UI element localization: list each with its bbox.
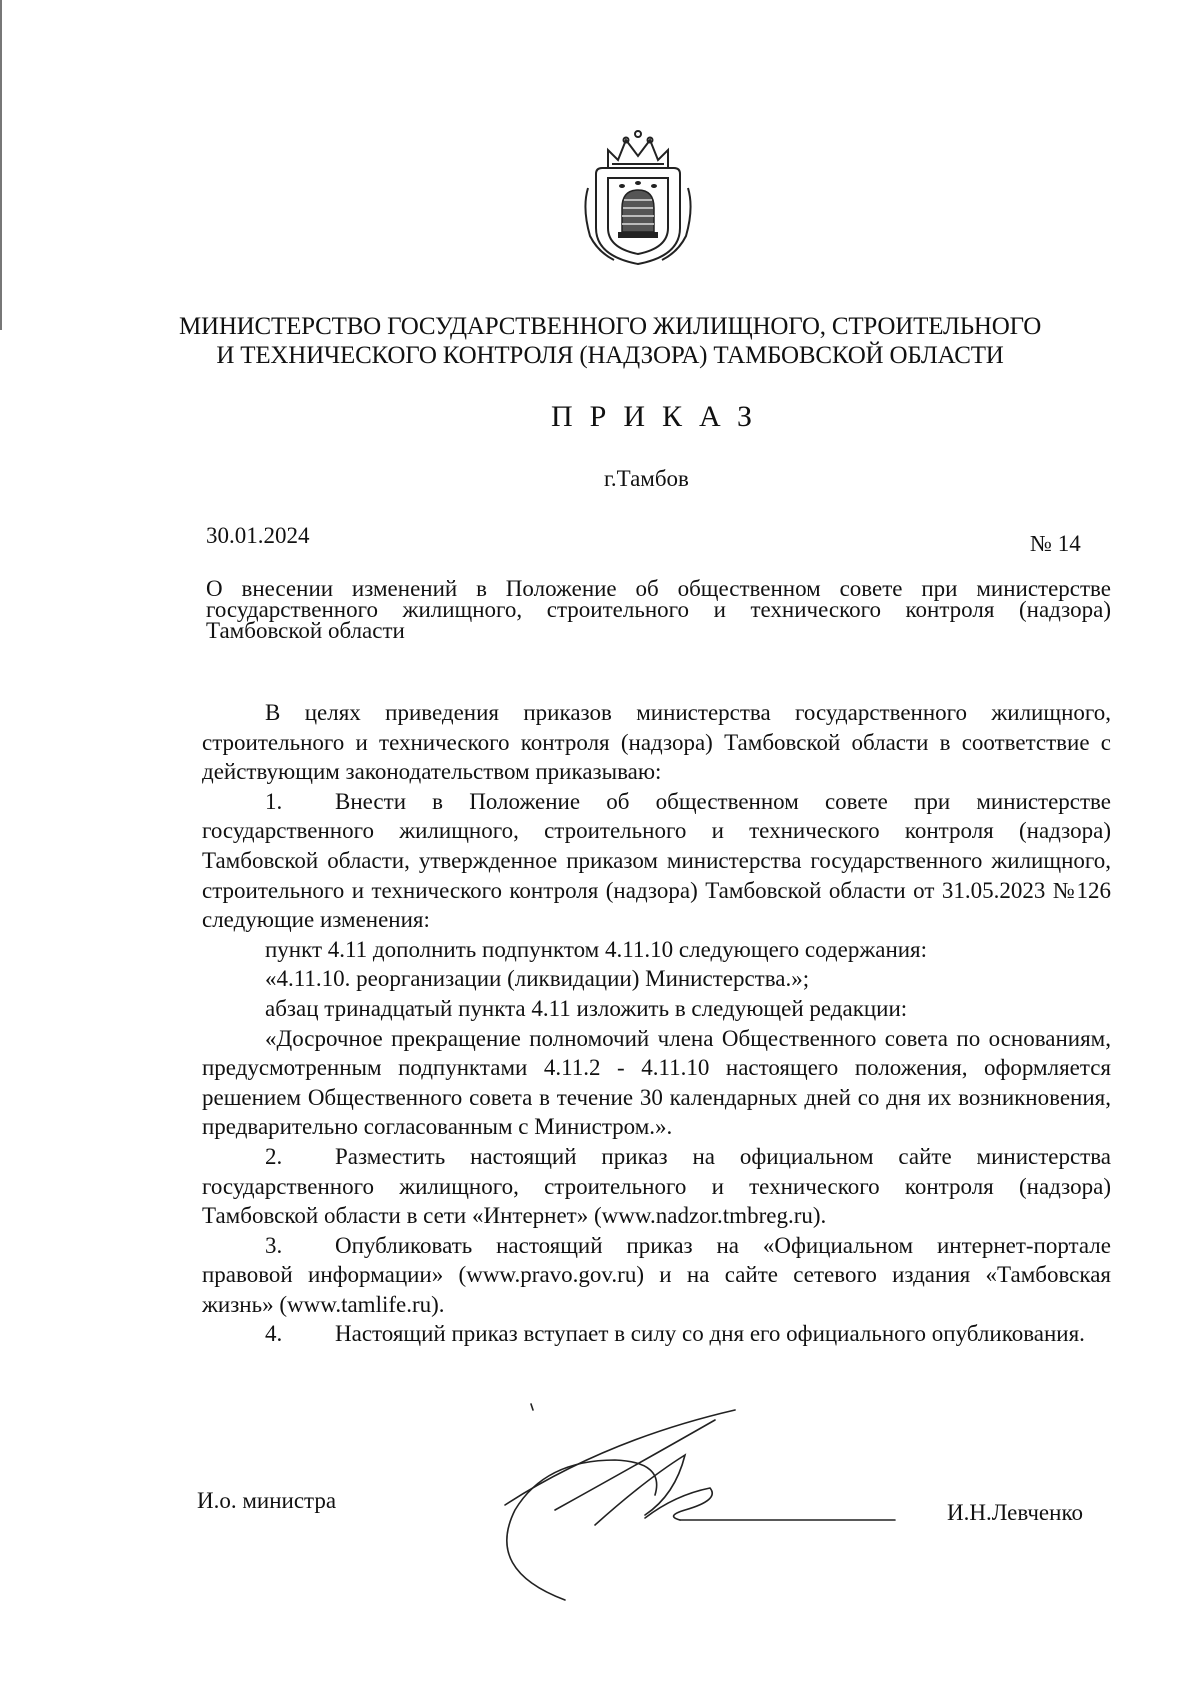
coat-of-arms-icon — [578, 128, 698, 268]
item-1 — [202, 787, 1111, 935]
item-4-text: Настоящий приказ вступает в силу со дня его официального опубликования. — [335, 1321, 1085, 1347]
item-1-sub-a: пункт 4.11 дополнить подпунктом 4.11.10 следующего содержания: — [265, 936, 928, 962]
scan-edge — [0, 0, 2, 330]
document-type: ПРИКАЗ — [551, 400, 769, 433]
item-1-sub-c: абзац тринадцатый пункта 4.11 изложить в следующей редакции: — [265, 995, 908, 1021]
signatory-name: И.Н.Левченко — [947, 1500, 1083, 1525]
item-3 — [202, 1231, 1111, 1320]
document-date: 30.01.2024 — [206, 523, 310, 548]
item-4 — [202, 1319, 1111, 1349]
city: г.Тамбов — [604, 466, 689, 491]
item-2-number: 2. — [265, 1143, 283, 1169]
item-1-sub-d: «Досрочное прекращение полномочий члена Общественного совета по основаниям, предусмотренным подпунктами 4.11.2 - 4.11.10 настоящего положения, оформляется решением Общественного совета в течение 30 календарных дней со дня их возникновения, предварительно согласованным с Министром.». — [202, 1025, 1111, 1140]
item-2 — [202, 1142, 1111, 1231]
ministry-line-2: И ТЕХНИЧЕСКОГО КОНТРОЛЯ (НАДЗОРА) ТАМБОВСКОЙ ОБЛАСТИ — [216, 342, 1004, 369]
intro-paragraph: В целях приведения приказов министерства государственного жилищного, строительного и технического контроля (надзора) Тамбовской области в соответствие с действующим законодательством приказываю: — [202, 700, 1111, 785]
signatory-role: И.о. министра — [197, 1488, 337, 1513]
document-subject: О внесении изменений в Положение об общественном совете при министерстве государственного жилищного, строительного и технического контроля (надзора) Тамбовской области — [206, 576, 1111, 643]
item-1-sub-b: «4.11.10. реорганизации (ликвидации) Министерства.»; — [265, 966, 810, 992]
item-4-number: 4. — [265, 1321, 283, 1347]
item-1-number: 1. — [265, 788, 283, 814]
item-2-text: Разместить настоящий приказ на официальном сайте министерства государственного жилищного, строительного и технического контроля (надзора) Тамбовской области в сети «Интернет» (www.nadzor.tmbreg.ru). — [202, 1143, 1111, 1229]
document-number: № 14 — [1030, 531, 1081, 556]
ministry-line-1: МИНИСТЕРСТВО ГОСУДАРСТВЕННОГО ЖИЛИЩНОГО, СТРОИТЕЛЬНОГО — [178, 313, 1042, 340]
item-3-number: 3. — [265, 1232, 283, 1258]
ministry-name — [150, 312, 1070, 370]
item-1-text: Внести в Положение об общественном совете при министерстве государственного жилищного, строительного и технического контроля (надзора) Тамбовской области, утвержденное приказом министерства государственного жилищного, строительного и технического контроля (надзора) Тамбовской области от 31.05.2023 №126 следующие изменения: — [202, 788, 1111, 933]
handwritten-signature-icon — [445, 1400, 905, 1610]
item-3-text: Опубликовать настоящий приказ на «Официальном интернет-портале правовой информации» (www.pravo.gov.ru) и на сайте сетевого издания «Тамбовская жизнь» (www.tamlife.ru). — [202, 1232, 1111, 1317]
document-body — [202, 698, 1111, 1349]
